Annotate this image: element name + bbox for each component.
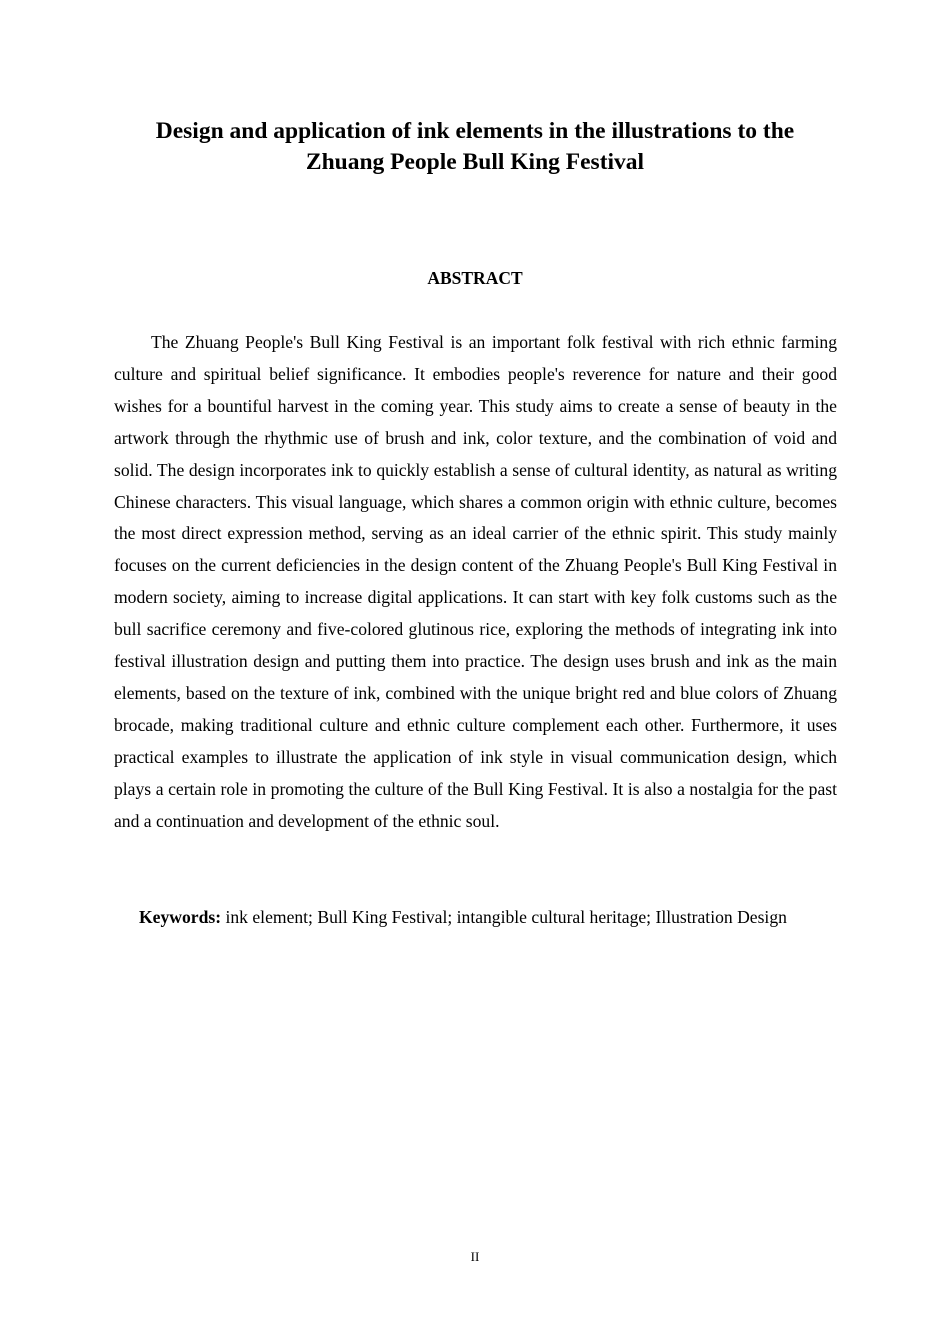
page-number: II [470, 1249, 480, 1264]
title-line-1: Design and application of ink elements in the illustrations to the [155, 118, 795, 144]
title-line-2: Zhuang People Bull King Festival [305, 149, 645, 175]
abstract-paragraph: The Zhuang People's Bull King Festival is an important folk festival with rich ethnic farming culture and spiritual belief significance. It embodies people's reverence for nature and their good wishes for a bountiful harvest in the coming year. This study aims to create a sense of beauty in the artwork through the rhythmic use of brush and ink, color texture, and the combination of void and solid. The design incorporates ink to quickly establish a sense of cultural identity, as natural as writing Chinese characters. This visual language, which shares a common origin with ethnic culture, becomes the most direct expression method, serving as an ideal carrier of the ethnic spirit. This study mainly focuses on the current deficiencies in the design content of the Zhuang People's Bull King Festival in modern society, aiming to increase digital applications. It can start with key folk customs such as the bull sacrifice ceremony and five-colored glutinous rice, exploring the methods of integrating ink into festival illustration design and putting them into practice. The design uses brush and ink as the main elements, based on the texture of ink, combined with the unique bright red and blue colors of Zhuang brocade, making traditional culture and ethnic culture complement each other. Furthermore, it uses practical examples to illustrate the application of ink style in visual communication design, which plays a certain role in promoting the culture of the Bull King Festival. It is also a nostalgia for the past and a continuation and development of the ethnic soul. [114, 332, 837, 831]
abstract-heading: ABSTRACT [427, 268, 523, 288]
keywords-text: ink element; Bull King Festival; intangible cultural heritage; Illustration Design [221, 907, 787, 927]
keywords-label: Keywords: [139, 907, 222, 927]
page-title [100, 116, 850, 178]
keywords-paragraph [114, 902, 814, 934]
